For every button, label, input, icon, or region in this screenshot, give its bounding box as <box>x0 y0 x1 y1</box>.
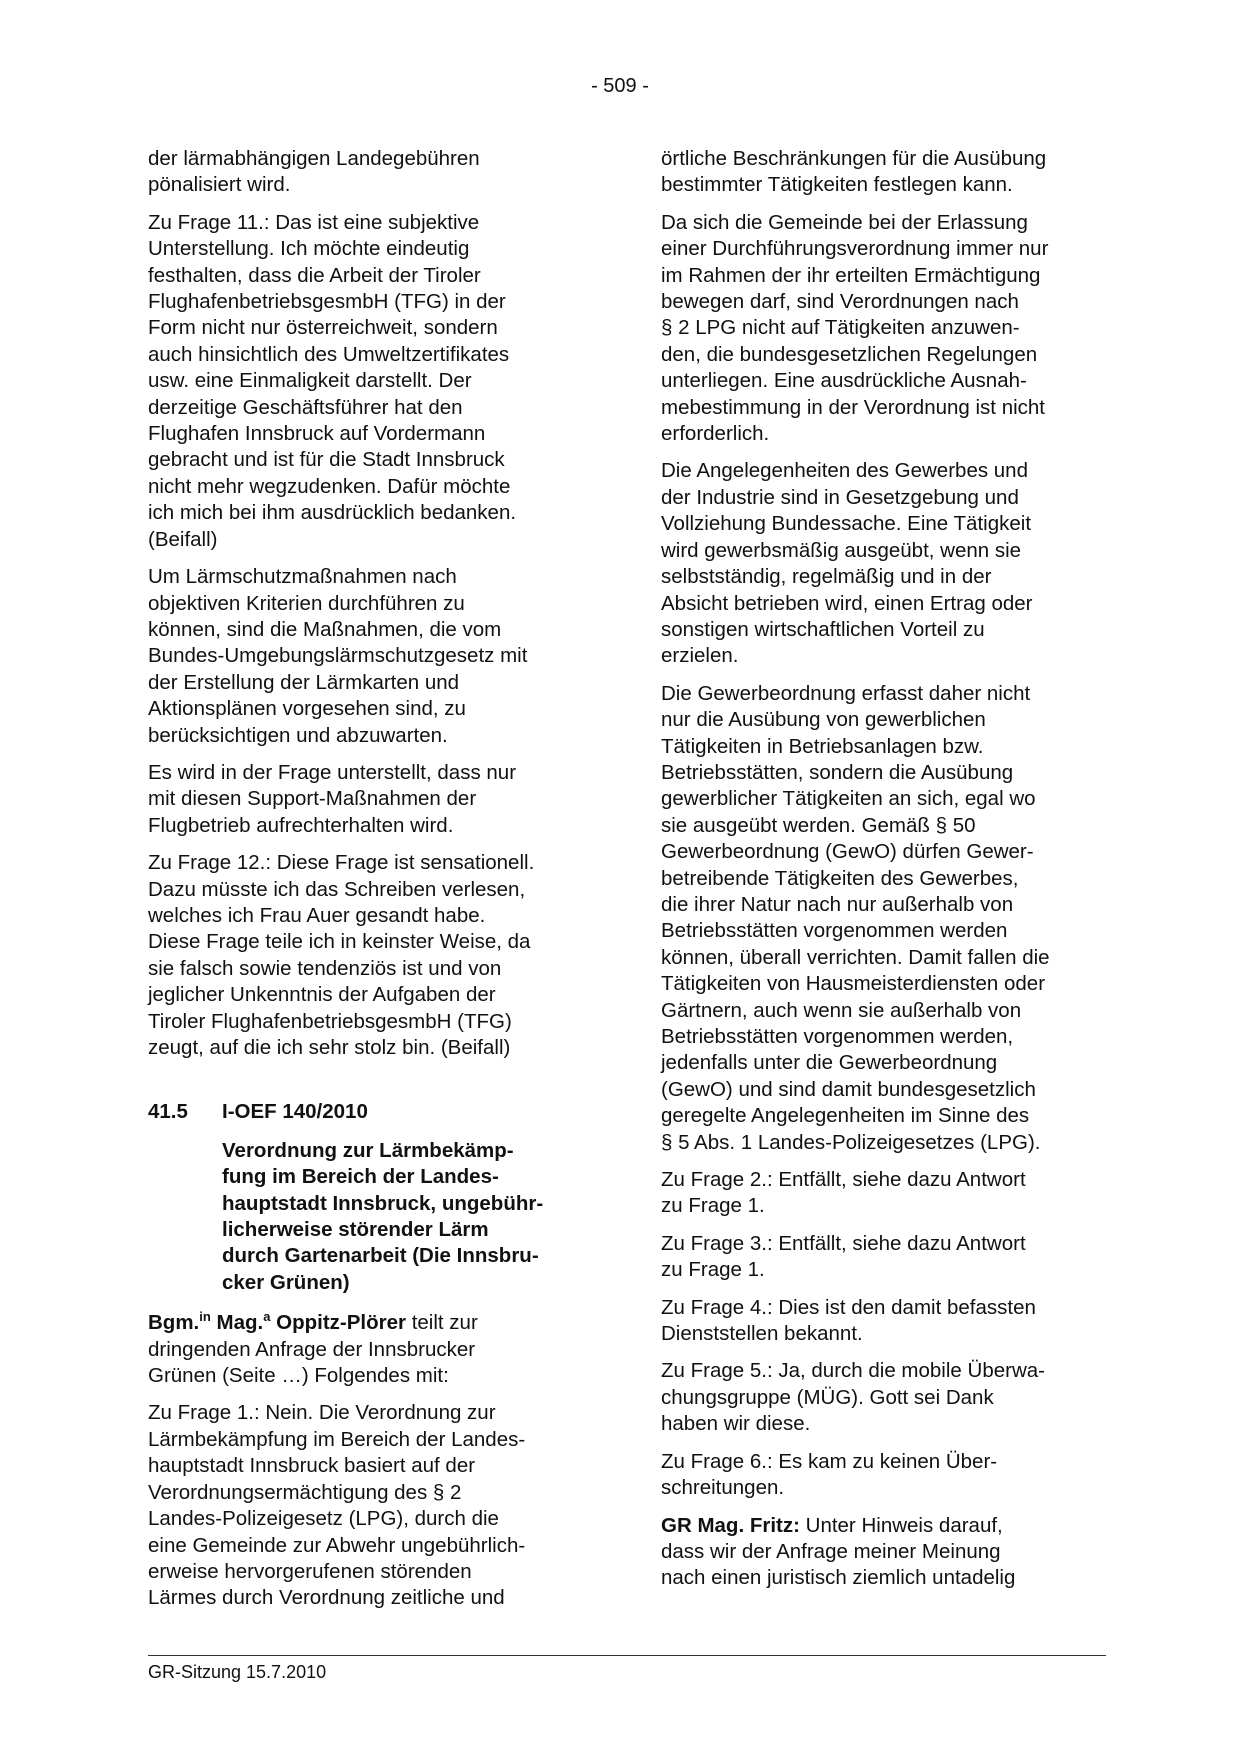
text-line: Gärtnern, auch wenn sie außerhalb von <box>661 998 1022 1022</box>
text-line: wird gewerbsmäßig ausgeübt, wenn sie <box>661 538 1022 562</box>
text-line: welches ich Frau Auer gesandt habe. <box>148 903 486 927</box>
text-line: Flugbetrieb aufrechterhalten wird. <box>148 813 454 837</box>
text-line: Grünen (Seite …) Folgendes mit: <box>148 1364 449 1388</box>
text-line: dringenden Anfrage der Innsbrucker <box>148 1337 476 1361</box>
text-line: zu Frage 1. <box>661 1194 765 1218</box>
text-line: können, sind die Maßnahmen, die vom <box>148 617 502 641</box>
text-line: (GewO) und sind damit bundesgesetzlich <box>661 1077 1036 1101</box>
text-line: Zu Frage 12.: Diese Frage ist sensationell. <box>148 851 535 875</box>
speaker-intro: teilt zur <box>411 1311 478 1335</box>
text-line: berücksichtigen und abzuwarten. <box>148 723 448 747</box>
text-line: Zu Frage 5.: Ja, durch die mobile Überwa- <box>661 1359 1045 1383</box>
text-line: örtliche Beschränkungen für die Ausübung <box>661 147 1047 170</box>
text-line: Da sich die Gemeinde bei der Erlassung <box>661 210 1028 234</box>
text-line: licherweise störender Lärm <box>222 1218 489 1242</box>
text-line: Absicht betrieben wird, einen Ertrag oder <box>661 591 1033 615</box>
text-line: Die Angelegenheiten des Gewerbes und <box>661 459 1028 483</box>
text-line: haben wir diese. <box>661 1412 811 1436</box>
speaker-text-cont <box>661 1540 1015 1589</box>
text-line: betreibende Tätigkeiten des Gewerbes, <box>661 866 1019 890</box>
text-line: die ihrer Natur nach nur außerhalb von <box>661 892 1014 916</box>
text-line: Diese Frage teile ich in keinster Weise, da <box>148 930 531 954</box>
text-line: bestimmter Tätigkeiten festlegen kann. <box>661 173 1013 197</box>
text-line: Es wird in der Frage unterstellt, dass nur <box>148 760 517 784</box>
right-column <box>661 146 1106 1603</box>
text-line: Unterstellung. Ich möchte eindeutig <box>148 237 470 261</box>
text-line: den, die bundesgesetzlichen Regelungen <box>661 342 1038 366</box>
paragraph <box>661 146 1106 199</box>
speaker-name: Oppitz-Plörer <box>276 1311 406 1335</box>
text-line: Verordnung zur Lärmbekämp- <box>222 1138 514 1162</box>
paragraph <box>148 210 588 553</box>
text-line: gewerblicher Tätigkeiten an sich, egal wo <box>661 787 1036 811</box>
speaker-name: GR Mag. Fritz: <box>661 1513 800 1537</box>
text-line: unterliegen. Eine ausdrückliche Ausnah- <box>661 369 1027 393</box>
text-line: können, überall verrichten. Damit fallen die <box>661 945 1050 969</box>
text-line: Zu Frage 11.: Das ist eine subjektive <box>148 210 480 234</box>
text-line: Lärmbekämpfung im Bereich der Landes- <box>148 1427 526 1451</box>
agenda-item-heading <box>148 1099 588 1125</box>
speaker-paragraph <box>661 1513 1106 1592</box>
text-line: Zu Frage 3.: Entfällt, siehe dazu Antwort <box>661 1231 1026 1255</box>
text-line: Betriebsstätten vorgenommen werden, <box>661 1025 1014 1048</box>
footer-session-date: GR-Sitzung 15.7.2010 <box>148 1662 327 1682</box>
text-line: Um Lärmschutzmaßnahmen nach <box>148 565 457 589</box>
speaker-text: Unter Hinweis darauf, <box>799 1513 1003 1537</box>
text-line: derzeitige Geschäftsführer hat den <box>148 395 463 419</box>
text-line: erforderlich. <box>661 422 770 446</box>
text-line: Flughafen Innsbruck auf Vordermann <box>148 422 486 446</box>
text-line: einer Durchführungsverordnung immer nur <box>661 237 1049 261</box>
left-column <box>148 146 588 1623</box>
paragraph <box>661 681 1106 1156</box>
paragraph <box>661 1358 1106 1437</box>
paragraph <box>661 210 1106 448</box>
paragraph <box>661 1295 1106 1348</box>
text-line: Zu Frage 4.: Dies ist den damit befassten <box>661 1295 1036 1319</box>
text-line: pönalisiert wird. <box>148 173 291 197</box>
paragraph <box>661 1449 1106 1502</box>
text-line: Betriebsstätten vorgenommen werden <box>661 919 1008 943</box>
text-line: hauptstadt Innsbruck basiert auf der <box>148 1454 476 1478</box>
paragraph <box>661 458 1106 669</box>
text-line: geregelte Angelegenheiten im Sinne des <box>661 1104 1030 1128</box>
text-line: Aktionsplänen vorgesehen sind, zu <box>148 697 466 721</box>
speaker-intro-cont <box>148 1338 475 1387</box>
text-line: Zu Frage 1.: Nein. Die Verordnung zur <box>148 1401 496 1425</box>
speaker-mag-suffix: a <box>263 1309 271 1325</box>
footer-divider <box>148 1655 1106 1656</box>
text-line: jeglicher Unkenntnis der Aufgaben der <box>148 983 496 1007</box>
text-line: Betriebsstätten, sondern die Ausübung <box>661 760 1014 784</box>
text-line: Dienststellen bekannt. <box>661 1322 863 1346</box>
paragraph <box>148 1400 588 1611</box>
agenda-item-code: I-OEF 140/2010 <box>222 1100 368 1124</box>
text-line: Tätigkeiten von Hausmeisterdiensten oder <box>661 972 1046 996</box>
text-line: der Industrie sind in Gesetzgebung und <box>661 485 1019 509</box>
text-line: dass wir der Anfrage meiner Meinung <box>661 1539 1001 1563</box>
text-line: sie ausgeübt werden. Gemäß § 50 <box>661 813 976 837</box>
speaker-paragraph <box>148 1310 588 1389</box>
text-line: Tätigkeiten in Betriebsanlagen bzw. <box>661 734 984 758</box>
text-line: § 5 Abs. 1 Landes-Polizeigesetzes (LPG). <box>661 1130 1041 1154</box>
text-line: nach einen juristisch ziemlich untadelig <box>661 1566 1016 1590</box>
text-line: (Beifall) <box>148 527 218 551</box>
text-line: fung im Bereich der Landes- <box>222 1165 499 1189</box>
text-line: Landes-Polizeigesetz (LPG), durch die <box>148 1507 499 1531</box>
text-line: durch Gartenarbeit (Die Innsbru- <box>222 1244 539 1268</box>
text-line: usw. eine Einmaligkeit darstellt. Der <box>148 369 472 393</box>
text-line: mit diesen Support-Maßnahmen der <box>148 787 477 811</box>
paragraph <box>661 1167 1106 1220</box>
text-line: Die Gewerbeordnung erfasst daher nicht <box>661 681 1031 705</box>
paragraph <box>148 850 588 1061</box>
speaker-bgm: Bgm. <box>148 1311 200 1335</box>
text-line: Vollziehung Bundessache. Eine Tätigkeit <box>661 512 1032 536</box>
text-line: chungsgruppe (MÜG). Gott sei Dank <box>661 1385 994 1409</box>
text-line: mebestimmung in der Verordnung ist nicht <box>661 395 1046 419</box>
text-line: Lärmes durch Verordnung zeitliche und <box>148 1586 505 1610</box>
text-line: ich mich bei ihm ausdrücklich bedanken. <box>148 501 517 525</box>
text-line: jedenfalls unter die Gewerbeordnung <box>661 1051 998 1075</box>
text-line: nur die Ausübung von gewerblichen <box>661 708 986 732</box>
text-line: Bundes-Umgebungslärmschutzgesetz mit <box>148 644 528 668</box>
text-line: cker Grünen) <box>222 1270 350 1294</box>
text-line: Zu Frage 2.: Entfällt, siehe dazu Antwort <box>661 1168 1026 1192</box>
text-line: selbstständig, regelmäßig und in der <box>661 565 992 589</box>
text-line: zeugt, auf die ich sehr stolz bin. (Beifall) <box>148 1036 511 1059</box>
paragraph <box>148 146 588 199</box>
text-line: Gewerbeordnung (GewO) dürfen Gewer- <box>661 840 1034 864</box>
text-line: auch hinsichtlich des Umweltzertifikates <box>148 342 510 366</box>
text-line: Form nicht nur österreichweit, sondern <box>148 316 498 340</box>
text-line: sonstigen wirtschaftlichen Vorteil zu <box>661 617 985 641</box>
text-line: Tiroler FlughafenbetriebsgesmbH (TFG) <box>148 1009 512 1033</box>
text-line: nicht mehr wegzudenken. Dafür möchte <box>148 474 511 498</box>
agenda-item-number: 41.5 <box>148 1100 188 1124</box>
speaker-title <box>148 1311 406 1334</box>
text-line: erweise hervorgerufenen störenden <box>148 1559 472 1583</box>
text-line: im Rahmen der ihr erteilten Ermächtigung <box>661 263 1041 287</box>
paragraph <box>148 760 588 839</box>
text-line: eine Gemeinde zur Abwehr ungebührlich- <box>148 1533 526 1557</box>
text-line: der lärmabhängigen Landegebühren <box>148 147 480 170</box>
text-line: gebracht und ist für die Stadt Innsbruck <box>148 448 505 472</box>
paragraph <box>148 564 588 749</box>
text-line: bewegen darf, sind Verordnungen nach <box>661 290 1019 314</box>
text-line: schreitungen. <box>661 1476 785 1500</box>
text-line: erzielen. <box>661 644 739 668</box>
text-line: objektiven Kriterien durchführen zu <box>148 591 465 615</box>
paragraph <box>661 1231 1106 1284</box>
speaker-mag: Mag. <box>216 1311 264 1335</box>
page-number: - 509 - <box>591 75 649 97</box>
text-line: festhalten, dass die Arbeit der Tiroler <box>148 263 481 287</box>
text-line: zu Frage 1. <box>661 1258 765 1282</box>
text-line: hauptstadt Innsbruck, ungebühr- <box>222 1191 544 1215</box>
speaker-bgm-suffix: in <box>199 1309 211 1325</box>
text-line: Zu Frage 6.: Es kam zu keinen Über- <box>661 1449 998 1473</box>
agenda-item-title <box>222 1138 588 1296</box>
text-line: FlughafenbetriebsgesmbH (TFG) in der <box>148 290 506 314</box>
text-line: Verordnungsermächtigung des § 2 <box>148 1480 462 1504</box>
text-line: sie falsch sowie tendenziös ist und von <box>148 956 502 980</box>
text-line: § 2 LPG nicht auf Tätigkeiten anzuwen- <box>661 316 1020 340</box>
text-line: Dazu müsste ich das Schreiben verlesen, <box>148 877 526 901</box>
text-line: der Erstellung der Lärmkarten und <box>148 670 460 694</box>
